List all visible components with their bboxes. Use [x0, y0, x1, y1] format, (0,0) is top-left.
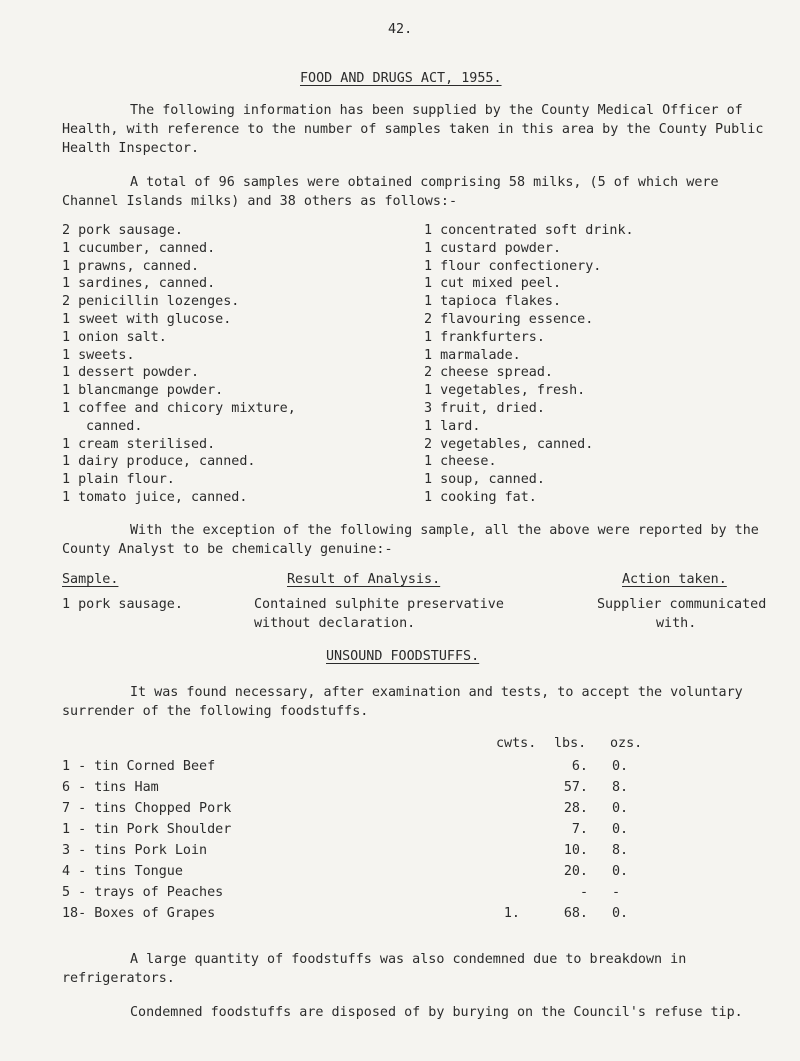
list-item: 1 lard. [424, 418, 481, 434]
page-title: FOOD AND DRUGS ACT, 1955. [300, 71, 502, 86]
surrender-header-row [0, 736, 800, 756]
list-item: 1 dairy produce, canned. [62, 454, 256, 470]
list-item: 1 soup, canned. [424, 472, 545, 488]
list-item: 1 marmalade. [424, 347, 521, 363]
item-cell: 18- Boxes of Grapes [62, 906, 216, 921]
list-item: 2 cheese spread. [424, 365, 553, 381]
item-cell: 7 - tins Chopped Pork [62, 801, 232, 816]
table-row [0, 885, 800, 905]
list-item: 1 plain flour. [62, 472, 175, 488]
list-item: 1 sardines, canned. [62, 276, 216, 292]
header-sample: Sample. [62, 572, 119, 587]
list-item: 3 fruit, dried. [424, 400, 545, 416]
analysis-action-line2: with. [656, 616, 697, 631]
list-item: 1 sweets. [62, 347, 135, 363]
table-row [0, 801, 800, 821]
ozs-cell: 0. [612, 822, 629, 837]
item-cell: 6 - tins Ham [62, 780, 159, 795]
list-item: 1 flour confectionery. [424, 258, 602, 274]
list-item: 1 tapioca flakes. [424, 294, 562, 310]
list-item: 2 pork sausage. [62, 223, 183, 238]
lbs-cell: 68. [563, 906, 588, 921]
item-cell: 5 - trays of Peaches [62, 885, 224, 900]
table-row [0, 843, 800, 863]
item-cell: 1 - tin Pork Shoulder [62, 822, 232, 837]
item-cell: 1 - tin Corned Beef [62, 759, 216, 774]
table-row [0, 906, 800, 926]
unsound-paragraph: It was found necessary, after examination and tests, to accept the voluntary surrender of the following foodstuffs. [62, 685, 743, 719]
samples-list-left [62, 222, 296, 507]
lbs-cell: 6. [571, 759, 588, 774]
table-row [0, 759, 800, 779]
analysis-result-line2: without declaration. [254, 616, 416, 631]
intro-paragraph: The following information has been supplied by the County Medical Officer of Health, with reference to the number of samples taken in this area by the County Public Health Inspector. [62, 103, 764, 156]
list-item: 2 penicillin lozenges. [62, 294, 240, 310]
list-item: 1 prawns, canned. [62, 258, 200, 274]
analysis-result-line1: Contained sulphite preservative [254, 597, 504, 612]
lbs-cell: - [579, 885, 588, 900]
ozs-cell: 0. [612, 864, 629, 879]
list-item: 1 custard powder. [424, 240, 562, 256]
lbs-cell: 7. [571, 822, 588, 837]
ozs-cell: 0. [612, 906, 629, 921]
table-row [0, 780, 800, 800]
list-item: 1 sweet with glucose. [62, 311, 232, 327]
table-row [0, 864, 800, 884]
list-item: 1 coffee and chicory mixture, [62, 400, 296, 416]
list-item: 1 cream sterilised. [62, 436, 216, 452]
list-item: 1 cooking fat. [424, 489, 537, 505]
table-row [0, 822, 800, 842]
list-item: 1 cucumber, canned. [62, 240, 216, 256]
header-lbs: lbs. [554, 736, 587, 751]
list-item: 1 cut mixed peel. [424, 276, 562, 292]
list-item: 1 cheese. [424, 454, 497, 470]
list-item: 2 flavouring essence. [424, 311, 594, 327]
ozs-cell: - [612, 885, 621, 900]
list-item: 1 dessert powder. [62, 365, 200, 381]
ozs-cell: 0. [612, 801, 629, 816]
list-item: 1 tomato juice, canned. [62, 489, 248, 505]
list-item: 1 frankfurters. [424, 329, 545, 345]
lbs-cell: 10. [563, 843, 588, 858]
list-item: 1 concentrated soft drink. [424, 223, 634, 238]
header-action: Action taken. [622, 572, 727, 587]
page-number: 42. [388, 22, 413, 37]
samples-paragraph: A total of 96 samples were obtained comprising 58 milks, (5 of which were Channel Islands milks) and 38 others as follows:- [62, 175, 719, 209]
disposal-paragraph: Condemned foodstuffs are disposed of by burying on the Council's refuse tip. [130, 1005, 743, 1020]
ozs-cell: 8. [612, 843, 629, 858]
ozs-cell: 0. [612, 759, 629, 774]
analysis-sample: 1 pork sausage. [62, 597, 183, 612]
refrigerator-paragraph: A large quantity of foodstuffs was also condemned due to breakdown in refrigerators. [62, 952, 687, 986]
analysis-action-line1: Supplier communicated [597, 597, 767, 612]
list-item: 1 vegetables, fresh. [424, 383, 586, 399]
lbs-cell: 20. [563, 864, 588, 879]
list-item: 1 blancmange powder. [62, 383, 224, 399]
exception-paragraph: With the exception of the following sample, all the above were reported by the County Analyst to be chemically genuine:- [62, 523, 759, 557]
list-item: canned. [86, 418, 143, 434]
item-cell: 3 - tins Pork Loin [62, 843, 208, 858]
header-ozs: ozs. [610, 736, 643, 751]
list-item: 2 vegetables, canned. [424, 436, 594, 452]
samples-list-right [424, 222, 634, 507]
ozs-cell: 8. [612, 780, 629, 795]
item-cell: 4 - tins Tongue [62, 864, 183, 879]
unsound-heading: UNSOUND FOODSTUFFS. [326, 649, 480, 664]
cwts-cell: 1. [503, 906, 520, 921]
list-item: 1 onion salt. [62, 329, 167, 345]
lbs-cell: 57. [563, 780, 588, 795]
header-cwts: cwts. [496, 736, 537, 751]
header-result: Result of Analysis. [287, 572, 441, 587]
lbs-cell: 28. [563, 801, 588, 816]
